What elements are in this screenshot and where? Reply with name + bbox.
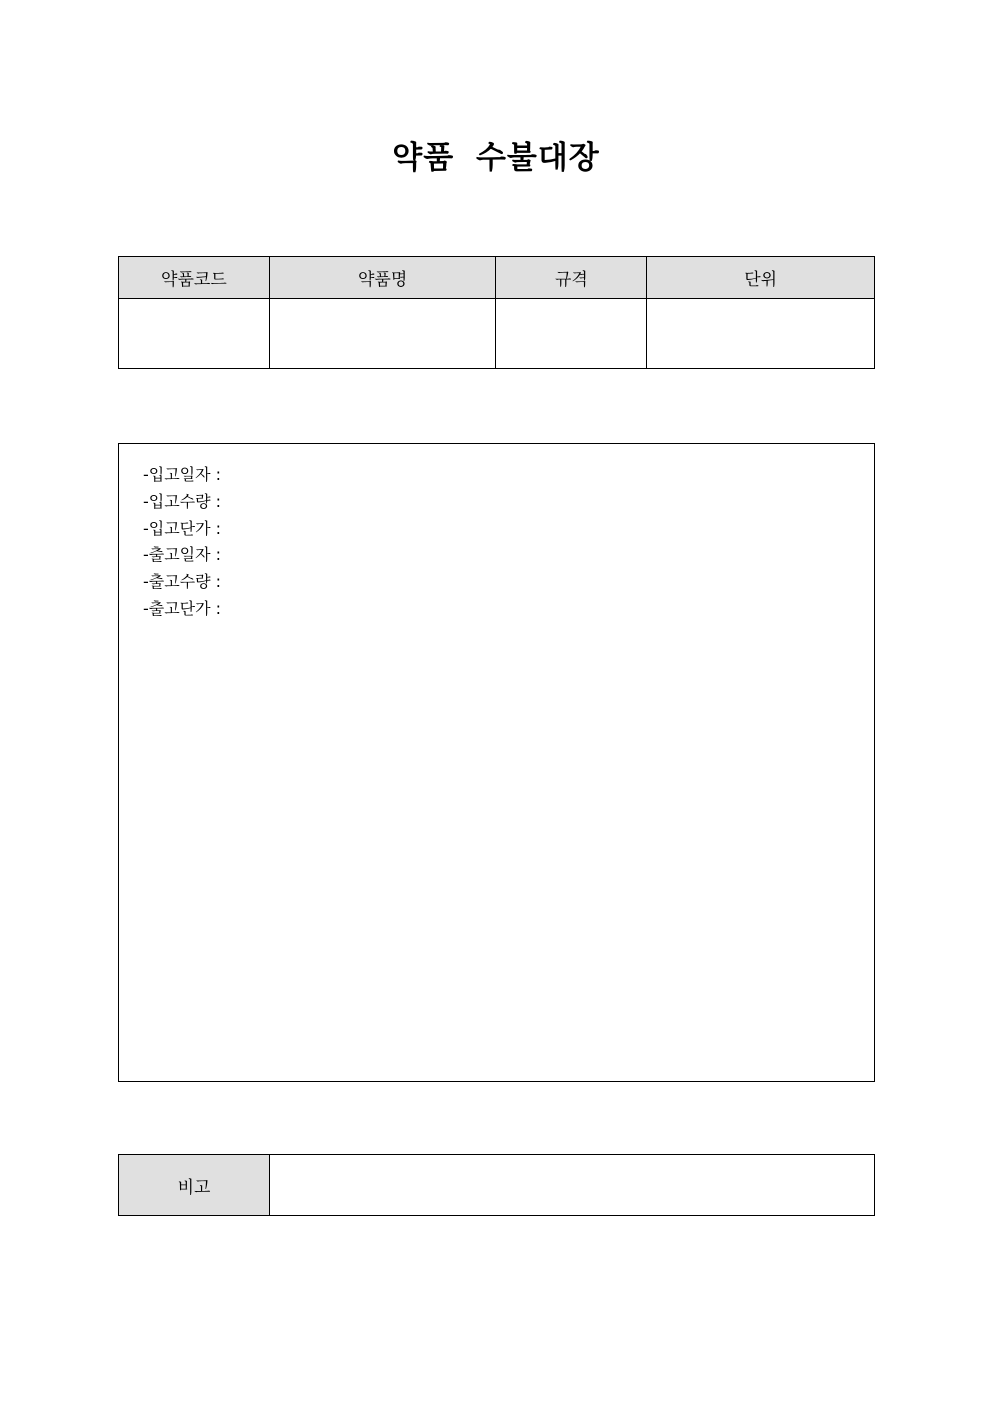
item-info-value-row xyxy=(119,299,875,369)
unit-cell[interactable] xyxy=(647,299,875,369)
receipt-date-line: -입고일자 : xyxy=(143,465,222,484)
issue-date-line: -출고일자 : xyxy=(143,545,222,565)
remarks-label: 비고 xyxy=(119,1155,270,1216)
remarks-table xyxy=(118,1154,875,1216)
specification-cell[interactable] xyxy=(496,299,647,369)
header-specification: 규격 xyxy=(496,257,647,299)
receipt-unit-price-line: -입고단가 : xyxy=(143,518,222,538)
drug-code-cell[interactable] xyxy=(119,299,270,369)
item-info-header-row xyxy=(119,257,875,299)
transaction-details-list xyxy=(119,444,874,623)
header-drug-code: 약품코드 xyxy=(119,257,270,299)
remarks-value-cell[interactable] xyxy=(270,1155,875,1216)
issue-quantity-line: -출고수량 : xyxy=(143,572,222,592)
header-drug-name: 약품명 xyxy=(269,257,496,299)
transaction-details-box[interactable] xyxy=(118,443,875,1082)
item-info-table xyxy=(118,256,875,369)
page-title: 약품 수불대장 xyxy=(392,140,600,176)
drug-name-cell[interactable] xyxy=(269,299,496,369)
issue-unit-price-line: -출고단가 : xyxy=(143,598,222,618)
remarks-row xyxy=(119,1155,875,1216)
header-unit: 단위 xyxy=(647,257,875,299)
receipt-quantity-line: -입고수량 : xyxy=(143,491,222,511)
